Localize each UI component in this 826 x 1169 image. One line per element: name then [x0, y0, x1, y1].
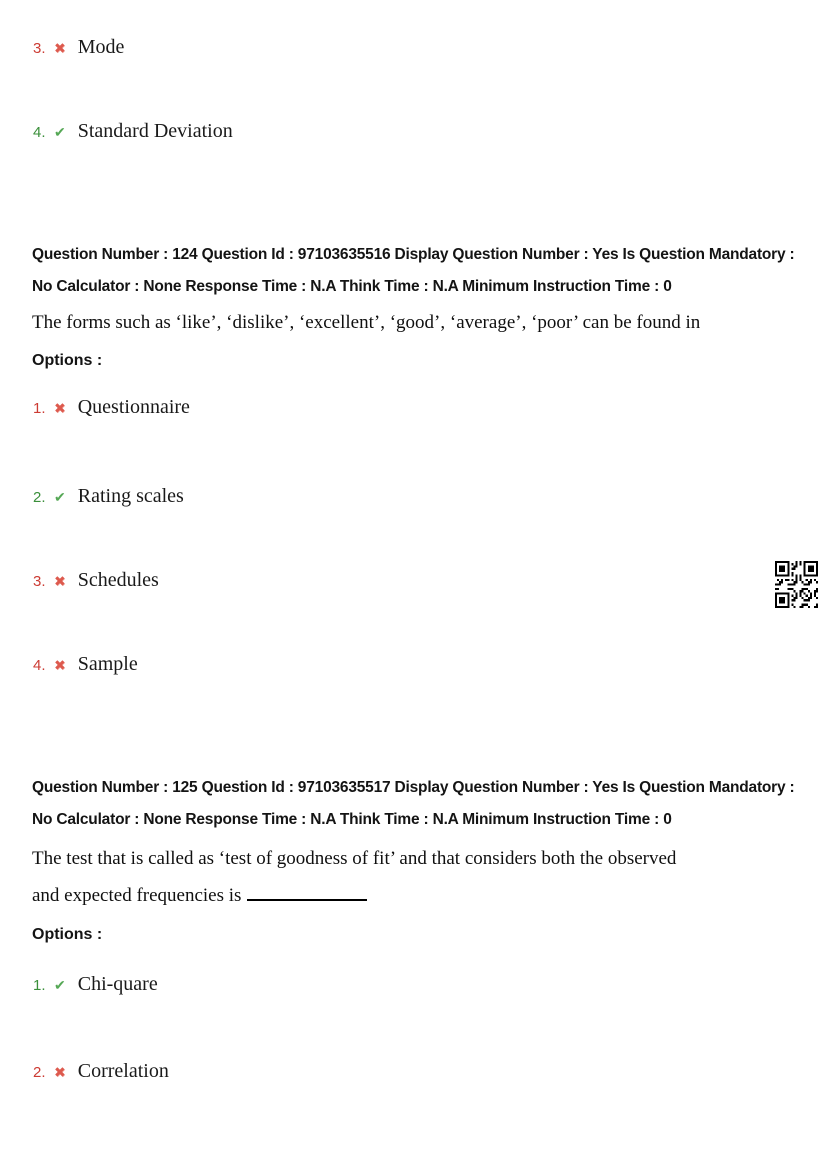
- option-label: Correlation: [77, 1060, 169, 1082]
- options-label: Options :: [32, 926, 103, 943]
- option-number: 4.: [33, 657, 46, 674]
- option-row: [33, 650, 802, 678]
- correct-answer-icon: ✔: [54, 977, 66, 993]
- option-label: Questionnaire: [77, 396, 190, 418]
- correct-answer-icon: ✔: [54, 489, 66, 505]
- question-text: [32, 840, 802, 914]
- option-number: 1.: [33, 400, 46, 417]
- wrong-answer-icon: ✖: [54, 40, 66, 56]
- wrong-answer-icon: ✖: [54, 1064, 66, 1080]
- question-meta-header: Question Number : 124 Question Id : 97103635516 Display Question Number : Yes Is Question Mandatory : No Calculator : None Response Time : N.A Think Time : N.A Minimum Instruction Time : 0: [32, 246, 795, 295]
- question-block-124: [32, 239, 802, 678]
- option-row: [33, 1057, 802, 1085]
- wrong-answer-icon: ✖: [54, 400, 66, 416]
- option-number: 1.: [33, 977, 46, 994]
- question-text-line2: and expected frequencies is: [32, 885, 242, 906]
- qr-code: [775, 561, 818, 608]
- option-row: [33, 566, 802, 594]
- option-label: Standard Deviation: [77, 120, 233, 142]
- option-number: 2.: [33, 1064, 46, 1081]
- answer-blank: [247, 880, 367, 901]
- option-row: [33, 482, 802, 510]
- option-row: [33, 117, 802, 145]
- question-meta-header: Question Number : 125 Question Id : 97103635517 Display Question Number : Yes Is Question Mandatory : No Calculator : None Response Time : N.A Think Time : N.A Minimum Instruction Time : 0: [32, 779, 795, 828]
- options-label: Options :: [32, 352, 103, 369]
- previous-question-options: [32, 33, 802, 145]
- question-block-125: [32, 772, 802, 1085]
- correct-answer-icon: ✔: [54, 124, 66, 140]
- option-row: [33, 33, 802, 61]
- option-number: 3.: [33, 40, 46, 57]
- option-row: [33, 970, 802, 998]
- option-label: Chi-quare: [77, 973, 158, 995]
- wrong-answer-icon: ✖: [54, 573, 66, 589]
- option-label: Rating scales: [77, 485, 184, 507]
- option-number: 3.: [33, 573, 46, 590]
- option-row: [33, 393, 802, 421]
- option-label: Schedules: [77, 569, 159, 591]
- question-text-line1: The test that is called as ‘test of goodness of fit’ and that considers both the observed: [32, 848, 677, 869]
- option-number: 2.: [33, 489, 46, 506]
- option-label: Sample: [77, 653, 138, 675]
- wrong-answer-icon: ✖: [54, 657, 66, 673]
- option-label: Mode: [77, 36, 125, 58]
- option-number: 4.: [33, 124, 46, 141]
- question-text: The forms such as ‘like’, ‘dislike’, ‘excellent’, ‘good’, ‘average’, ‘poor’ can be found in: [32, 312, 701, 333]
